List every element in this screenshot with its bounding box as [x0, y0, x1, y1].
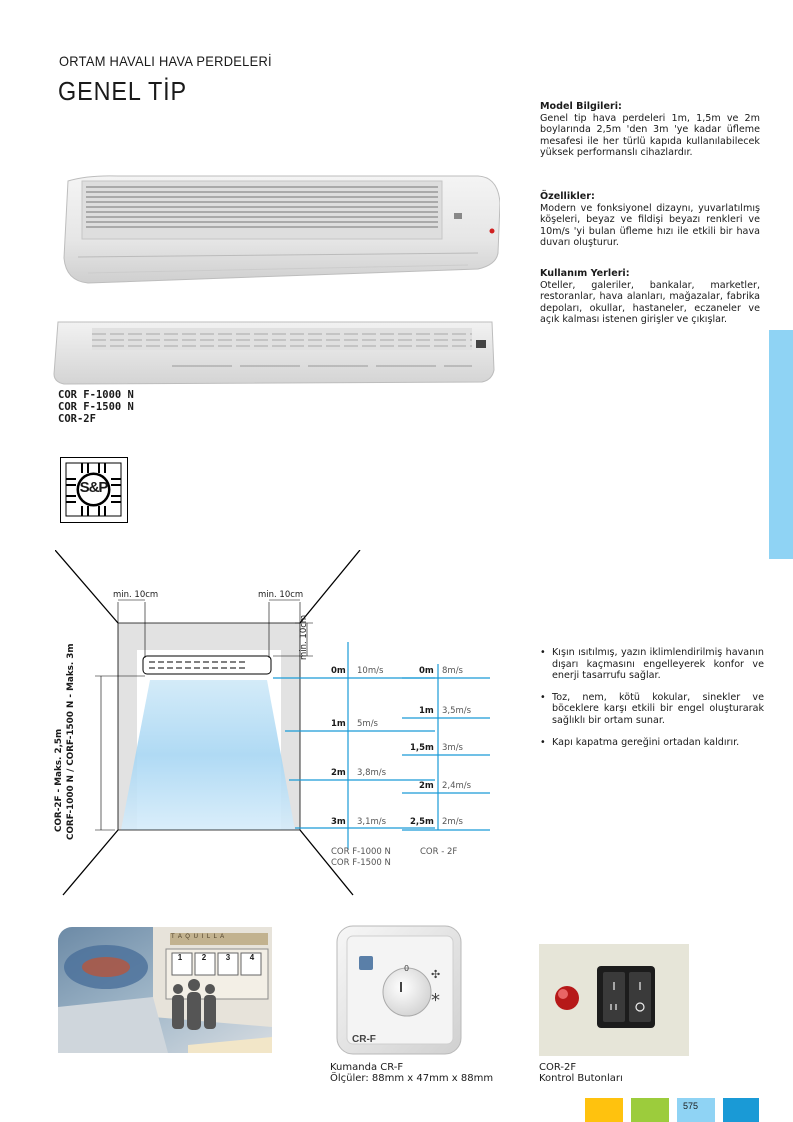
shop-sign-numbers — [168, 953, 264, 962]
table1-caption-line: COR F-1000 N — [331, 847, 391, 857]
table1-distance: 2m — [331, 768, 346, 778]
cor2f-caption-subtitle: Kontrol Butonları — [539, 1073, 623, 1084]
cor2f-caption-title: COR-2F — [539, 1062, 577, 1073]
shop-scene-photo — [58, 927, 272, 1053]
page-number: 575 — [683, 1101, 699, 1111]
table2-speed: 2,4m/s — [442, 781, 472, 791]
shop-sign-number: 4 — [249, 953, 255, 962]
kumanda-caption — [330, 1062, 493, 1084]
table1-caption — [331, 847, 391, 869]
table1-speed: 5m/s — [357, 719, 378, 729]
sp-logo — [60, 457, 128, 523]
usage-text: Oteller, galeriler, bankalar, marketler, restoranlar, hava alanları, mağazalar, fabrika depoları, okullar, hastaneler, eczaneler ve açık kalması istenen girişler ve çıkışlar. — [540, 279, 760, 326]
control-buttons-photo — [539, 944, 689, 1056]
model-name: COR F-1000 N — [58, 389, 134, 401]
section-tab — [769, 330, 793, 559]
air-curtain-unit-photo-2 — [52, 318, 496, 388]
table2-distance: 2,5m — [410, 817, 434, 827]
min-vertical-label: min. 10cm — [299, 614, 309, 660]
table2-speed: 2m/s — [442, 817, 463, 827]
table1-distance: 0m — [331, 666, 346, 676]
table2-caption: COR - 2F — [420, 847, 458, 857]
control-model-label: CR-F — [352, 1034, 376, 1045]
control-zero-label: 0 — [404, 964, 410, 973]
shop-sign-number: 1 — [177, 953, 183, 962]
table1-speed: 10m/s — [357, 666, 384, 676]
table2-speed: 3m/s — [442, 743, 463, 753]
table2-speed: 3,5m/s — [442, 706, 472, 716]
usage-heading: Kullanım Yerleri: — [540, 268, 630, 279]
svg-text:✣: ✣ — [431, 968, 441, 981]
table1-distance: 3m — [331, 817, 346, 827]
model-name: COR F-1500 N — [58, 401, 134, 413]
benefit-item: • Toz, nem, kötü kokular, sinekler ve böceklere karşı etkili bir engel oluşturarak sağlıklı bir ortam sunar. — [552, 692, 764, 727]
shop-sign-text: T A Q U I L L A — [171, 934, 226, 940]
table1-caption-line: COR F-1500 N — [331, 858, 391, 868]
page-supertitle: ORTAM HAVALI HAVA PERDELERİ — [59, 53, 272, 69]
logo-text: S&P — [79, 479, 108, 496]
table2-distance: 1m — [419, 706, 434, 716]
features-section — [540, 191, 760, 249]
table2-distance: 1,5m — [410, 743, 434, 753]
table1-speed: 3,1m/s — [357, 817, 387, 827]
table1-distance: 1m — [331, 719, 346, 729]
min-left-label: min. 10cm — [113, 590, 159, 600]
benefits-list — [540, 647, 764, 758]
min-right-label: min. 10cm — [258, 590, 304, 600]
features-heading: Özellikler: — [540, 191, 595, 202]
page-title: GENEL TİP — [58, 76, 188, 106]
color-chip — [631, 1098, 669, 1122]
color-chip — [723, 1098, 759, 1122]
kumanda-caption-title: Kumanda CR-F — [330, 1062, 404, 1073]
table2-distance: 2m — [419, 781, 434, 791]
color-chip — [585, 1098, 623, 1122]
svg-text:*: * — [431, 990, 440, 1011]
shop-sign-number: 3 — [225, 953, 231, 962]
table2-speed: 8m/s — [442, 666, 463, 676]
model-info-section — [540, 101, 760, 159]
features-text: Modern ve fonksiyonel dizaynı, yuvarlatılmış köşeleri, beyaz ve fildişi beyazı renkleri ve 10m/s 'yi bulan üfleme hızı ile etkili bir hava duvarı oluşturur. — [540, 202, 760, 249]
shop-sign-number: 2 — [201, 953, 207, 962]
model-list — [58, 389, 134, 425]
kumanda-caption-dimensions: Ölçüler: 88mm x 47mm x 88mm — [330, 1073, 494, 1084]
model-info-heading: Model Bilgileri: — [540, 101, 622, 112]
model-info-text: Genel tip hava perdeleri 1m, 1,5m ve 2m boylarında 2,5m 'den 3m 'ye kadar üfleme mesafesi ile her türlü kapıda kullanılabilecek yüksek performanslı cihazlardır. — [540, 112, 760, 159]
benefit-item: • Kapı kapatma gereğini ortadan kaldırır. — [552, 737, 764, 749]
model-name: COR-2F — [58, 413, 96, 425]
cor2f-caption — [539, 1062, 623, 1084]
benefit-item: • Kışın ısıtılmış, yazın iklimlendirilmiş havanın dışarı kaçmasını engelleyerek konfor ve enerji tasarrufu sağlar. — [552, 647, 764, 682]
height-label-cor2f: COR-2F - Maks. 2,5m — [54, 728, 64, 832]
usage-section — [540, 268, 760, 326]
table1-speed: 3,8m/s — [357, 768, 387, 778]
height-label-corf: CORF-1000 N / CORF-1500 N - Maks. 3m — [66, 643, 76, 840]
table2-distance: 0m — [419, 666, 434, 676]
air-curtain-unit-photo — [58, 173, 500, 287]
